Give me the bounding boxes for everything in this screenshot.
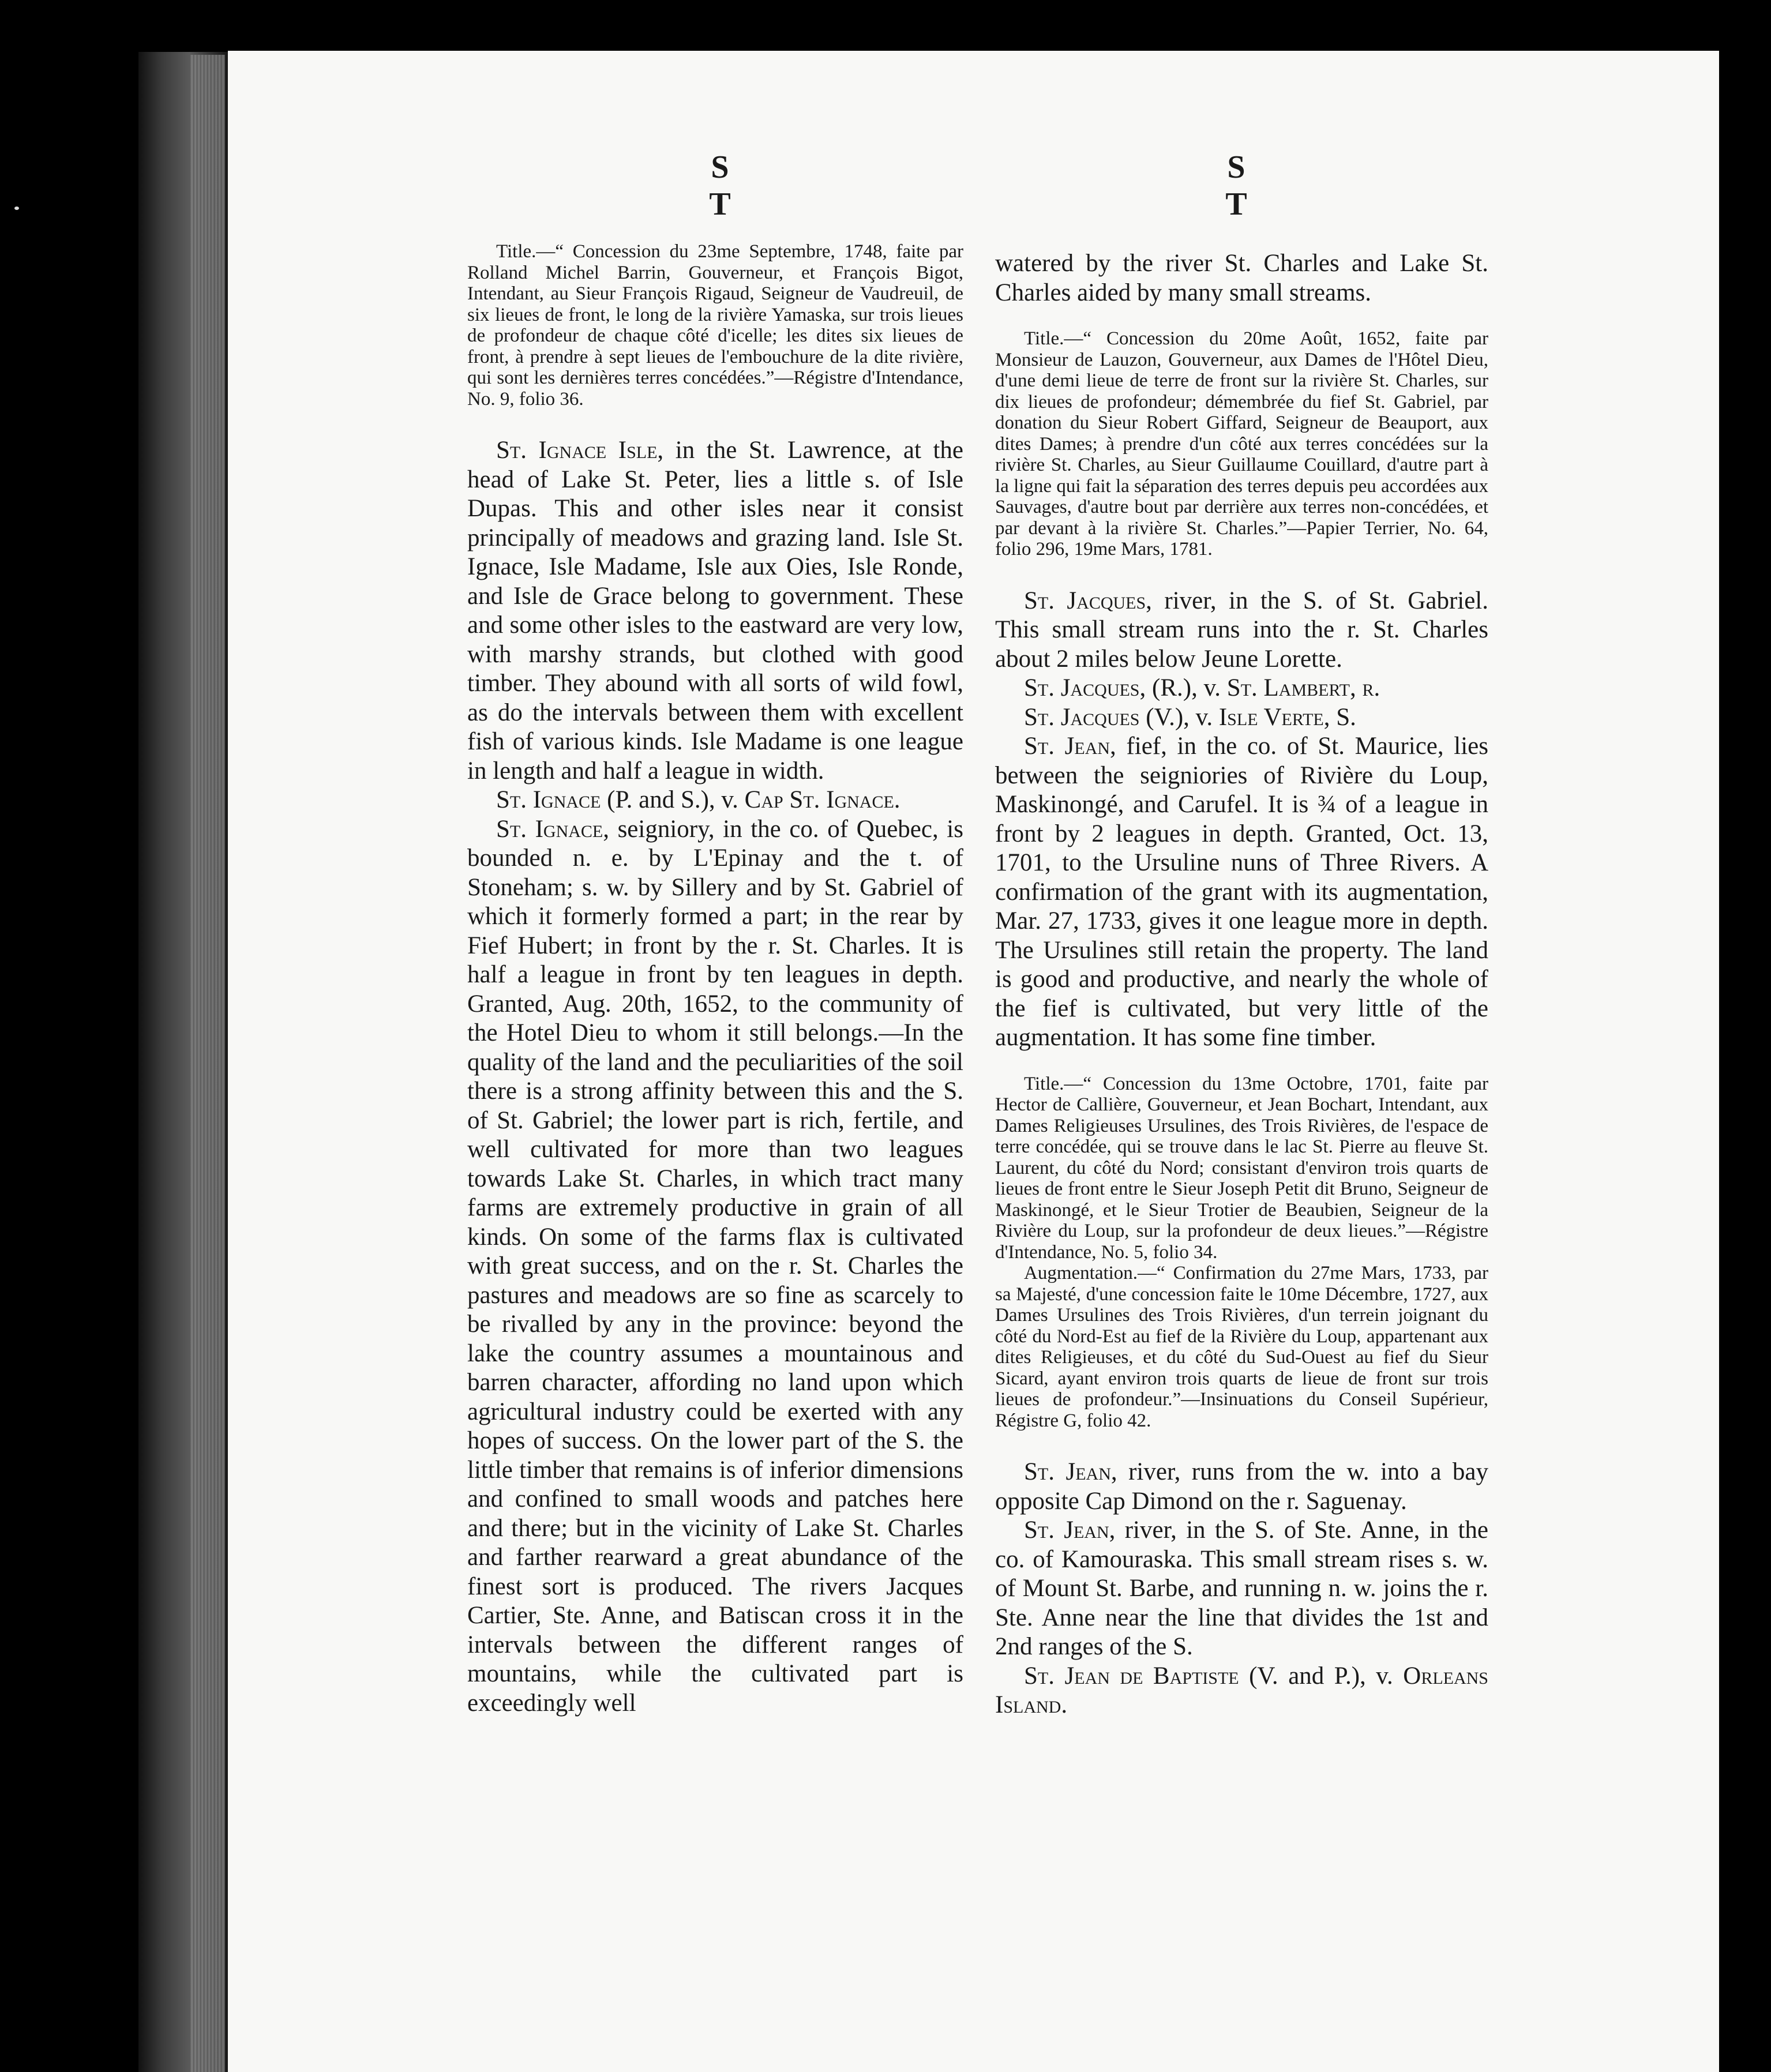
- entry-body: seigniory, in the co. of Quebec, is bounded n. e. by L'Epinay and the t. of Stoneham; s. w. by Sillery and by St. Gabriel of which it formerly formed a part; in the rear by Fief Hubert; in front by the r. St. Charles. It is half a league in front by ten leagues in depth. Granted, Aug. 20th, 1652, to the community of the Hotel Dieu to whom it still belongs.—In the quality of the land and the peculiarities of the soil there is a strong affinity between this and the S. of St. Gabriel; the lower part is rich, fertile, and well cultivated for more than two leagues towards Lake St. Charles, in which tract many farms are extremely productive in grain of all kinds. On some of the farms flax is cultivated with great success, and on the r. St. Charles the pastures and meadows are so fine as scarcely to be rivalled by any in the province: beyond the lake the country assumes a mountainous and barren character, affording no land upon which agricultural industry could be exerted with any hopes of success. On the lower part of the S. the little timber that remains is of inferior dimensions and confined to small woods and patches here and there; but in the vicinity of Lake St. Charles and farther rearward a great abundance of the finest sort is produced. The rivers Jacques Cartier, Ste. Anne, and Batiscan cross it in the intervals between the different ranges of mountains, while the cultivated part is exceedingly well: [467, 815, 963, 1717]
- entry-st-jean-fief: [995, 732, 1488, 1053]
- entry-body: river, runs from the w. into a bay opposite Cap Dimond on the r. Saguenay.: [995, 1458, 1488, 1515]
- entry-head: St. Jean,: [1024, 1458, 1117, 1485]
- page-edges: [190, 55, 225, 2072]
- entry-body: (V.), v.: [1139, 703, 1219, 731]
- running-head-right: S T: [1225, 149, 1255, 222]
- entry-body: river, in the S. of St. Gabriel. This small stream runs into the r. St. Charles about 2 miles below Jeune Lorette.: [995, 587, 1488, 673]
- title-note-ursulines: Title.—“ Concession du 13me Octobre, 1701, faite par Hector de Callière, Gouverneur, et Jean Bochart, Intendant, aux Dames Religieuses Ursulines, des Trois Rivières, de l'espace de terre concédée, qui se trouve dans le lac St. Pierre au fleuve St. Laurent, du côté du Nord; consistant d'environ trois quarts de lieues de front entre le Sieur Joseph Petit dit Bruno, Seigneur de Maskinongé, et le Sieur Trotier de Beaubien, Seigneur de la Rivière du Loup, sur la profondeur de deux lieues.”—Régistre d'Intendance, No. 5, folio 34.: [995, 1073, 1488, 1263]
- entry-head: St. Jacques: [1024, 703, 1140, 731]
- entry-st-jacques-v: [995, 703, 1488, 733]
- entry-head: St. Ignace Isle,: [496, 437, 664, 464]
- book-page: [228, 51, 1719, 2072]
- entry-st-ignace-seigniory: [467, 815, 963, 1718]
- entry-st-jacques-r: [995, 674, 1488, 703]
- entry-st-jean-river-ste-anne: [995, 1516, 1488, 1662]
- cross-reference: Isle Verte, S.: [1218, 703, 1356, 731]
- entry-head: St. Jean,: [1024, 1517, 1116, 1544]
- entry-head: St. Jean de Baptiste: [1024, 1662, 1239, 1690]
- entry-st-jean-river-saguenay: [995, 1458, 1488, 1516]
- augmentation-note: Augmentation.—“ Confirmation du 27me Mars, 1733, par sa Majesté, d'une concession faite le 10me Décembre, 1727, aux Dames Ursulines des Trois Rivières, d'un terrein joignant du côté du Nord-Est au fief de la Rivière du Loup, appartenant aux dites Religieuses, et du côté du Sud-Ouest au fief du Sieur Sicard, ayant environ trois quarts de lieue de front sur trois lieues de profondeur.”—Insinuations du Conseil Supérieur, Régistre G, folio 42.: [995, 1263, 1488, 1431]
- title-note-hotel-dieu: Title.—“ Concession du 20me Août, 1652, faite par Monsieur de Lauzon, Gouverneur, aux Dames de l'Hôtel Dieu, d'une demi lieue de terre de front sur la rivière St. Charles, sur dix lieues de profondeur; démembrée du fief St. Gabriel, par donation du Sieur Robert Giffard, Seigneur de Beauport, aux dites Dames; à prendre d'un côté aux terres concédées sur la rivière St. Charles, au Sieur Guillaume Couillard, d'autre part à la ligne qui fait la séparation des terres depuis peu accordées aux Sauvages, d'autre bout par derrière aux terres non-concédées, et par devant à la rivière St. Charles.”—Papier Terrier, No. 64, folio 296, 19me Mars, 1781.: [995, 328, 1488, 560]
- entry-st-jacques-river: [995, 587, 1488, 674]
- continuation-text: watered by the river St. Charles and Lake St. Charles aided by many small streams.: [995, 250, 1488, 306]
- speck: [14, 207, 19, 210]
- right-column: [995, 249, 1488, 1720]
- entry-body: river, in the S. of Ste. Anne, in the co. of Kamouraska. This small stream rises s. w. of Mount St. Barbe, and running n. w. joins the r. Ste. Anne near the line that divides the 1st and 2nd ranges of the S.: [995, 1517, 1488, 1660]
- cross-reference: St. Lambert, r.: [1226, 674, 1380, 701]
- entry-body: in the St. Lawrence, at the head of Lake St. Peter, lies a little s. of Isle Dupas. This and other isles near it consist principally of meadows and grazing land. Isle St. Ignace, Isle Madame, Isle aux Oies, Isle Ronde, and Isle de Grace belong to government. These and some other isles to the eastward are very low, with marshy strands, but clothed with good timber. They abound with all sorts of wild fowl, as do the intervals between them with excellent fish of various kinds. Isle Madame is one league in length and half a league in width.: [467, 437, 963, 784]
- entry-body: fief, in the co. of St. Maurice, lies between the seigniories of Rivière du Loup, Maskinongé, and Carufel. It is ¾ of a league in front by 2 leagues in depth. Granted, Oct. 13, 1701, to the Ursuline nuns of Three Rivers. A confirmation of the grant with its augmentation, Mar. 27, 1733, gives it one league more in depth. The Ursulines still retain the property. The land is good and productive, and nearly the whole of the fief is cultivated, but very little of the augmentation. It has some fine timber.: [995, 733, 1488, 1051]
- entry-head: St. Jacques,: [1024, 674, 1146, 701]
- cross-reference: Cap St. Ignace.: [744, 786, 900, 813]
- entry-head: St. Jean,: [1024, 733, 1116, 760]
- entry-st-jean-de-baptiste: [995, 1662, 1488, 1720]
- entry-head: St. Ignace,: [496, 815, 609, 843]
- entry-st-ignace-p-s: [467, 786, 963, 815]
- entry-st-ignace-isle: [467, 436, 963, 786]
- entry-head: St. Ignace: [496, 786, 601, 813]
- entry-body: (P. and S.), v.: [601, 786, 745, 813]
- entry-body: (R.), v.: [1146, 674, 1227, 701]
- left-column: [467, 241, 963, 1718]
- running-head-left: S T: [709, 149, 739, 222]
- entry-body: (V. and P.), v.: [1239, 1662, 1404, 1690]
- entry-head: St. Jacques,: [1024, 587, 1152, 614]
- cross-reference: Orleans Island.: [995, 1662, 1488, 1718]
- title-note-vaudreuil: Title.—“ Concession du 23me Septembre, 1748, faite par Rolland Michel Barrin, Gouverneur, et François Bigot, Intendant, au Sieur François Rigaud, Seigneur de Vaudreuil, de six lieues de front, le long de la rivière Yamaska, sur trois lieues de profondeur de chaque côté d'icelle; les dites six lieues de front, à prendre à sept lieues de l'embouchure de la dite rivière, qui sont les dernières terres concédées.”—Régistre d'Intendance, No. 9, folio 36.: [467, 241, 963, 410]
